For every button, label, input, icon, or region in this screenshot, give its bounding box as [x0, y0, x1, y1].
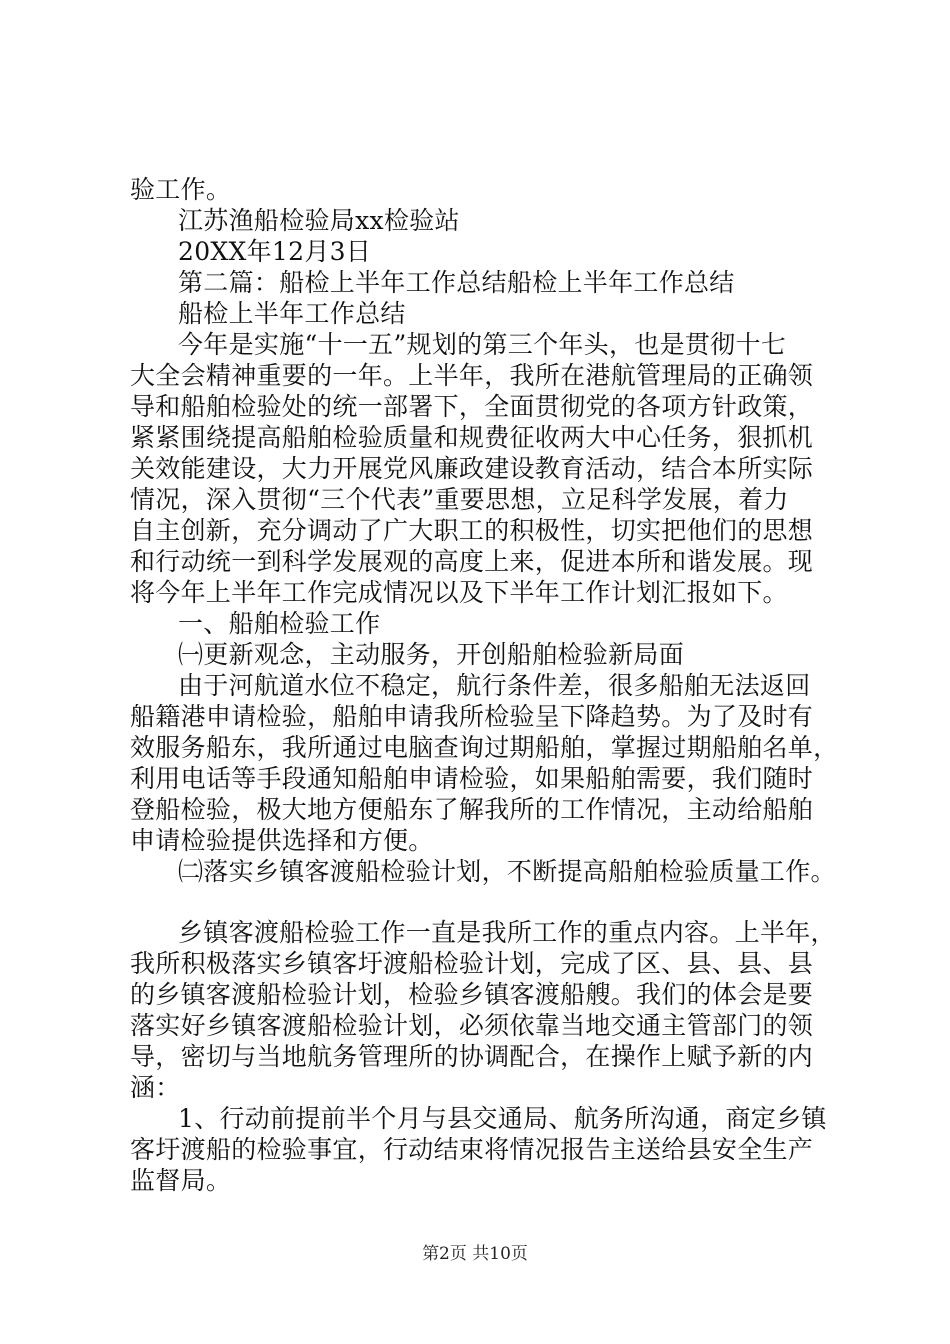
text-line: 效服务船东，我所通过电脑查询过期船舶，掌握过期船舶名单， [130, 733, 839, 762]
subsection-heading: 一、船舶检验工作 [178, 609, 381, 638]
text-line: 登船检验，极大地方便船东了解我所的工作情况，主动给船舶 [130, 795, 814, 824]
text-line: 验工作。 [130, 175, 232, 204]
section-title: 船检上半年工作总结 [178, 299, 406, 328]
section-heading: 第二篇：船检上半年工作总结船检上半年工作总结 [178, 268, 735, 297]
text-line: 导，密切与当地航务管理所的协调配合，在操作上赋予新的内 [130, 1042, 814, 1071]
text-line: 申请检验提供选择和方便。 [130, 826, 434, 855]
text-line: 1、行动前提前半个月与县交通局、航务所沟通，商定乡镇 [178, 1104, 827, 1133]
subsection-heading: ㈡落实乡镇客渡船检验计划，不断提高船舶检验质量工作。 [178, 857, 836, 886]
text-line: 船籍港申请检验，船舶申请我所检验呈下降趋势。为了及时有 [130, 702, 814, 731]
page-number-footer: 第2页 共10页 [422, 1244, 528, 1264]
text-line: 大全会精神重要的一年。上半年，我所在港航管理局的正确领 [130, 361, 814, 390]
text-line: 情况，深入贯彻“三个代表”重要思想，立足科学发展，着力 [130, 485, 789, 514]
text-line: 的乡镇客渡船检验计划，检验乡镇客渡船艘。我们的体会是要 [130, 980, 814, 1009]
text-line: 客圩渡船的检验事宜，行动结束将情况报告主送给县安全生产 [130, 1135, 814, 1164]
text-line: 监督局。 [130, 1166, 232, 1195]
text-line: 20XX年12月3日 [178, 237, 372, 266]
text-line: 和行动统一到科学发展观的高度上来，促进本所和谐发展。现 [130, 547, 814, 576]
text-line: 乡镇客渡船检验工作一直是我所工作的重点内容。上半年， [178, 918, 836, 947]
subsection-heading: ㈠更新观念，主动服务，开创船舶检验新局面 [178, 640, 685, 669]
text-line: 导和船舶检验处的统一部署下，全面贯彻党的各项方针政策， [130, 392, 814, 421]
text-line: 今年是实施“十一五”规划的第三个年头，也是贯彻十七 [178, 330, 787, 359]
text-line: 利用电话等手段通知船舶申请检验，如果船舶需要，我们随时 [130, 764, 814, 793]
text-line: 自主创新，充分调动了广大职工的积极性，切实把他们的思想 [130, 516, 814, 545]
text-line: 我所积极落实乡镇客圩渡船检验计划，完成了区、县、县、县 [130, 949, 814, 978]
text-line: 将今年上半年工作完成情况以及下半年工作计划汇报如下。 [130, 578, 788, 607]
text-line: 涵： [130, 1073, 181, 1102]
text-line: 落实好乡镇客渡船检验计划，必须依靠当地交通主管部门的领 [130, 1011, 814, 1040]
text-line: 由于河航道水位不稳定，航行条件差，很多船舶无法返回 [178, 671, 811, 700]
text-line: 紧紧围绕提高船舶检验质量和规费征收两大中心任务，狠抓机 [130, 423, 814, 452]
text-line: 关效能建设，大力开展党风廉政建设教育活动，结合本所实际 [130, 454, 814, 483]
text-line: 江苏渔船检验局xx检验站 [178, 206, 460, 235]
